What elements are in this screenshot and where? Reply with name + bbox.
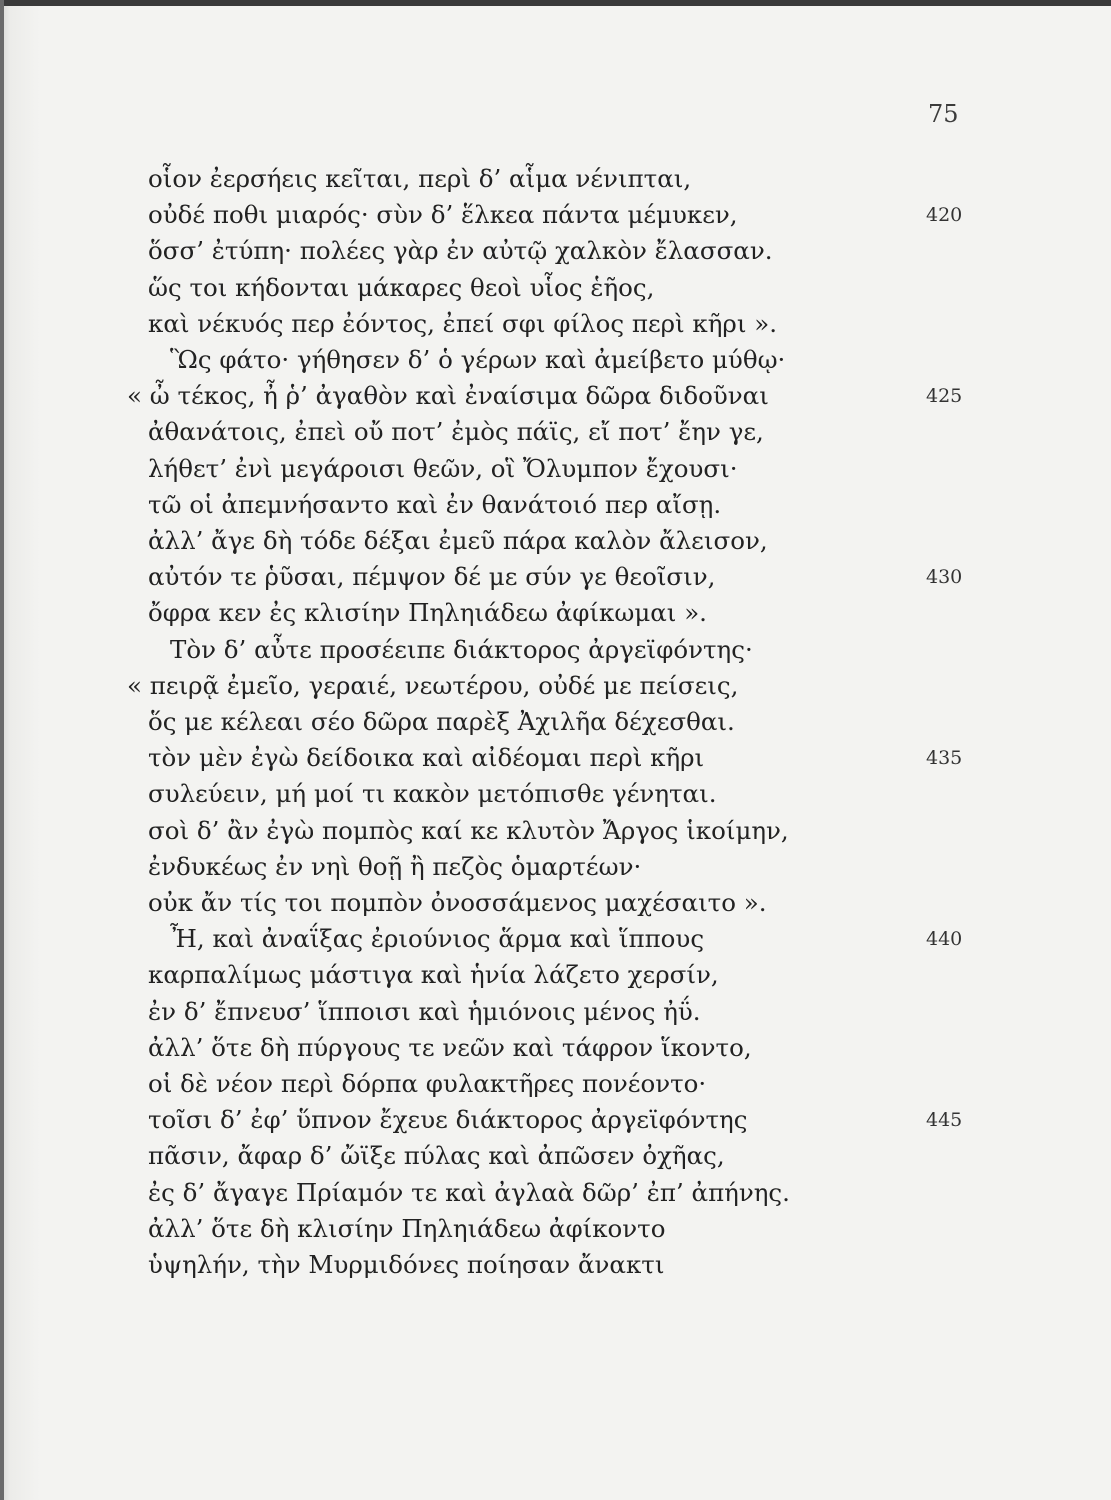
verse-line: [0, 522, 1111, 560]
verse-line: [0, 269, 1111, 307]
verse-line: [0, 884, 1111, 922]
verse-line-text: ἐν δ’ ἔπνευσ’ ἵπποισι καὶ ἡμιόνοις μένος ἠΰ.: [148, 996, 701, 1026]
verse-line-text: ὑψηλήν, τὴν Μυρμιδόνες ποίησαν ἄνακτι: [148, 1250, 665, 1279]
verse-line: [0, 594, 1111, 632]
verse-line-text: ἀλλ’ ὅτε δὴ κλισίην Πηληιάδεω ἀφίκοντο: [148, 1213, 666, 1243]
verse-line: [0, 232, 1111, 270]
verse-line-text: σοὶ δ’ ἂν ἐγὼ πομπὸς καί κε κλυτὸν Ἄργος ἱκοίμην,: [148, 815, 789, 845]
verse-line-text: οἷον ἐερσήεις κεῖται, περὶ δ’ αἷμα νένιπται,: [148, 164, 692, 193]
line-number: 420: [926, 204, 963, 227]
verse-line-text: καρπαλίμως μάστιγα καὶ ἡνία λάζετο χερσίν,: [148, 960, 719, 990]
verse-line-text: καὶ νέκυός περ ἐόντος, ἐπεί σφι φίλος περὶ κῆρι ».: [148, 308, 777, 338]
line-number: 430: [926, 566, 963, 589]
verse-line: [0, 305, 1111, 343]
verse-line-text: Ἦ, καὶ ἀναΐξας ἐριούνιος ἅρμα καὶ ἵππους: [170, 924, 705, 954]
verse-line: [0, 812, 1111, 850]
verse-line-text: ἀλλ’ ἄγε δὴ τόδε δέξαι ἐμεῦ πάρα καλὸν ἄλεισον,: [148, 526, 768, 555]
verse-line: [0, 1065, 1111, 1103]
line-number: 445: [926, 1109, 963, 1132]
line-number: 435: [926, 747, 963, 770]
verse-line-text: Τὸν δ’ αὖτε προσέειπε διάκτορος ἀργεϊφόντης·: [170, 634, 753, 664]
verse-line: [0, 486, 1111, 524]
verse-line: [0, 1029, 1111, 1067]
verse-line: [0, 160, 1111, 198]
verse-line-text: πᾶσιν, ἄφαρ δ’ ὤϊξε πύλας καὶ ἀπῶσεν ὀχῆας,: [148, 1141, 725, 1171]
verse-line-text: ἀλλ’ ὅτε δὴ πύργους τε νεῶν καὶ τάφρον ἵκοντο,: [148, 1032, 752, 1062]
verse-line: [0, 1210, 1111, 1248]
verse-line-text: ὥς τοι κήδονται μάκαρες θεοὶ υἷος ἑῆος,: [148, 272, 655, 302]
verse-line-text: αὐτόν τε ῥῦσαι, πέμψον δέ με σύν γε θεοῖσιν,: [148, 562, 716, 592]
verse-line: [0, 1246, 1111, 1284]
verse-line-text: τῶ οἱ ἀπεμνήσαντο καὶ ἐν θανάτοιό περ αἴσῃ.: [148, 489, 722, 519]
verse-line: [0, 775, 1111, 813]
verse-line-text: ὄφρα κεν ἐς κλισίην Πηληιάδεω ἀφίκωμαι ».: [148, 598, 707, 628]
verse-line-text: ὅς με κέλεαι σέο δῶρα παρὲξ Ἀχιλῆα δέχεσθαι.: [148, 707, 735, 736]
verse-line: [0, 920, 1111, 958]
verse-line: [0, 377, 1111, 415]
verse-line-text: τὸν μὲν ἐγὼ δείδοικα καὶ αἰδέομαι περὶ κῆρι: [148, 743, 705, 773]
verse-line-text: « πειρᾷ ἐμεῖο, γεραιέ, νεωτέρου, οὐδέ με πείσεις,: [127, 670, 739, 700]
verse-line: [0, 703, 1111, 741]
verse-line-text: Ὣς φάτο· γήθησεν δ’ ὁ γέρων καὶ ἀμείβετο μύθῳ·: [170, 345, 786, 374]
verse-line-text: οὐδέ ποθι μιαρός· σὺν δ’ ἕλκεα πάντα μέμυκεν,: [148, 200, 738, 230]
verse-line-text: λήθετ’ ἐνὶ μεγάροισι θεῶν, οἳ Ὄλυμπον ἔχουσι·: [148, 453, 738, 483]
verse-line-text: ἀθανάτοις, ἐπεὶ οὔ ποτ’ ἐμὸς πάϊς, εἴ ποτ’ ἔην γε,: [148, 417, 764, 447]
verse-line-text: ἐς δ’ ἄγαγε Πρίαμόν τε καὶ ἀγλαὰ δῶρ’ ἐπ’ ἀπήνης.: [148, 1177, 790, 1207]
line-number: 440: [926, 928, 963, 951]
verse-line-text: συλεύειν, μή μοί τι κακὸν μετόπισθε γένηται.: [148, 779, 717, 809]
verse-line: [0, 667, 1111, 705]
verse-line-text: οὐκ ἄν τίς τοι πομπὸν ὀνοσσάμενος μαχέσαιτο ».: [148, 888, 767, 917]
verse-line: [0, 450, 1111, 488]
verse-line: [0, 956, 1111, 994]
verse-line: [0, 993, 1111, 1031]
verse-line: [0, 1137, 1111, 1175]
page-number: 75: [928, 100, 959, 128]
verse-line-text: οἱ δὲ νέον περὶ δόρπα φυλακτῆρες πονέοντο·: [148, 1069, 707, 1098]
verse-line: [0, 413, 1111, 451]
verse-line: [0, 558, 1111, 596]
verse-line-text: ὅσσ’ ἐτύπη· πολέες γὰρ ἐν αὐτῷ χαλκὸν ἔλασσαν.: [148, 236, 773, 266]
verse-line-text: τοῖσι δ’ ἐφ’ ὕπνον ἔχευε διάκτορος ἀργεϊφόντης: [148, 1105, 748, 1135]
verse-line: [0, 1174, 1111, 1212]
verse-line-text: ἐνδυκέως ἐν νηὶ θοῇ ἢ πεζὸς ὁμαρτέων·: [148, 851, 642, 881]
verse-line: [0, 1101, 1111, 1139]
verse-line: [0, 631, 1111, 669]
verse-line: [0, 739, 1111, 777]
verse-line-text: « ὦ τέκος, ἦ ῥ’ ἀγαθὸν καὶ ἐναίσιμα δῶρα διδοῦναι: [127, 381, 769, 411]
verse-line: [0, 848, 1111, 886]
verse-line: [0, 196, 1111, 234]
verse-line: [0, 341, 1111, 379]
line-number: 425: [926, 385, 963, 408]
